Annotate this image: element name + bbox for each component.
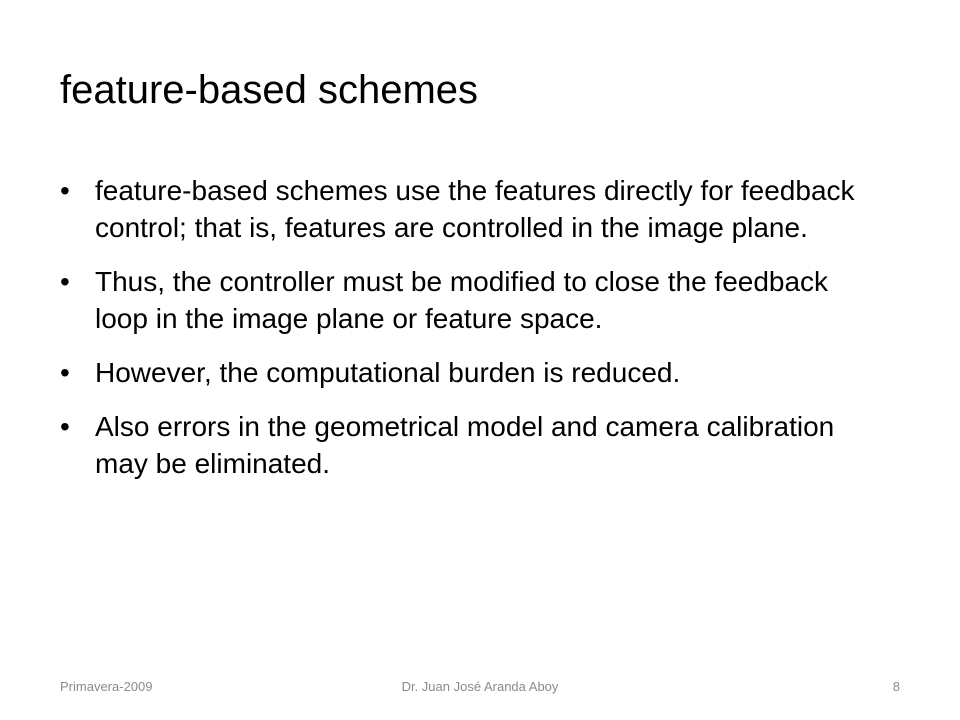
bullet-text: However, the computational burden is reduced. — [95, 357, 681, 388]
bullet-item — [60, 408, 870, 482]
bullet-icon: • — [60, 411, 70, 442]
slide-title: feature-based schemes — [60, 68, 479, 112]
bullet-text: Thus, the controller must be modified to close the feedback loop in the image plane or feature space. — [95, 266, 829, 334]
bullet-item — [60, 172, 870, 246]
bullet-text: feature-based schemes use the features directly for feedback control; that is, features are controlled in the image plane. — [95, 175, 855, 243]
footer-date: Primavera-2009 — [60, 679, 153, 694]
bullet-item — [60, 263, 870, 337]
footer-page-number: 8 — [892, 679, 900, 694]
bullet-list — [60, 172, 870, 499]
bullet-text: Also errors in the geometrical model and camera calibration may be eliminated. — [95, 411, 835, 479]
bullet-icon: • — [60, 175, 70, 206]
footer-author: Dr. Juan José Aranda Aboy — [401, 679, 559, 694]
bullet-icon: • — [60, 266, 70, 297]
bullet-item — [60, 354, 870, 391]
bullet-icon: • — [60, 357, 70, 388]
